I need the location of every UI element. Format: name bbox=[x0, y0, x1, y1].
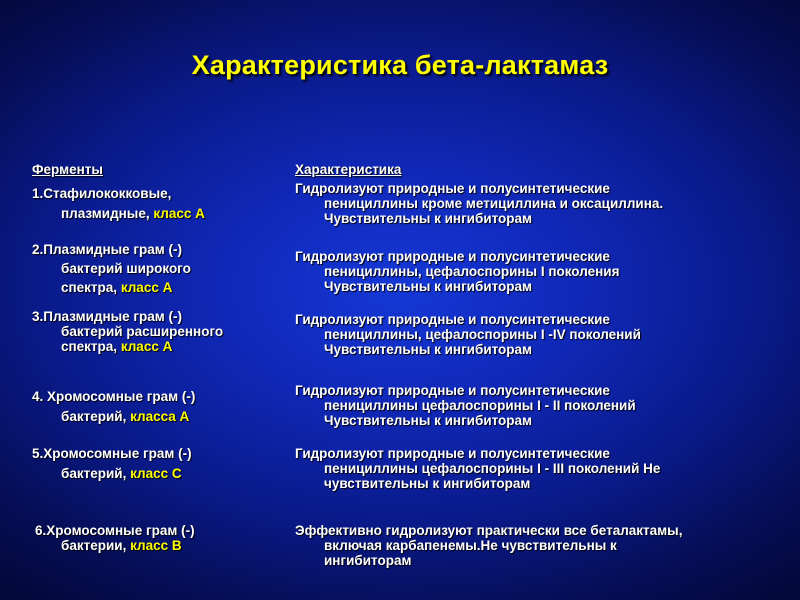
characteristic-line: Гидролизуют природные и полусинтетические bbox=[295, 312, 610, 327]
characteristic-line: чувствительны к ингибиторам bbox=[324, 476, 531, 491]
enzyme-name-line: 2.Плазмидные грам (-) bbox=[32, 242, 182, 257]
enzyme-detail-line bbox=[32, 204, 205, 224]
enzyme-class-label: класс А bbox=[153, 206, 205, 221]
enzyme-cell-4 bbox=[32, 387, 195, 427]
enzyme-detail-text: плазмидные, bbox=[61, 206, 150, 221]
enzyme-class-label: класс А bbox=[120, 280, 173, 295]
enzyme-class-label: класс С bbox=[130, 466, 182, 481]
enzyme-cell-3 bbox=[32, 309, 223, 354]
characteristic-cell-5 bbox=[295, 446, 660, 491]
characteristic-line: пенициллины цефалоспорины I - III поколений Не bbox=[324, 461, 661, 476]
enzyme-detail-line bbox=[35, 538, 195, 553]
enzyme-class-label: класса А bbox=[130, 409, 190, 424]
enzyme-name-line: 4. Хромосомные грам (-) bbox=[32, 389, 196, 404]
characteristic-line: включая карбапенемы.Не чувствительны к bbox=[324, 538, 617, 553]
characteristic-line: Чувствительны к ингибиторам bbox=[324, 413, 533, 428]
enzyme-detail-line: бактерий расширенного bbox=[61, 324, 224, 339]
characteristic-line: Чувствительны к ингибиторам bbox=[324, 211, 533, 226]
characteristic-cell-1 bbox=[295, 181, 663, 226]
characteristic-line: Гидролизуют природные и полусинтетические bbox=[295, 383, 610, 398]
enzyme-detail-line: бактерий широкого bbox=[61, 261, 191, 276]
characteristic-cell-6 bbox=[295, 523, 682, 568]
enzyme-cell-2 bbox=[32, 240, 191, 297]
characteristic-line: Чувствительны к ингибиторам bbox=[324, 342, 533, 357]
enzymes-column-header: Ферменты bbox=[32, 162, 103, 177]
enzyme-name-line: 3.Плазмидные грам (-) bbox=[32, 309, 182, 324]
enzyme-detail-text: спектра, bbox=[61, 280, 118, 295]
enzyme-detail-text: спектра, bbox=[61, 339, 118, 354]
characteristic-line: пенициллины, цефалоспорины I -IV поколений bbox=[324, 327, 641, 342]
characteristic-line: Эффективно гидролизуют практически все беталактамы, bbox=[295, 523, 683, 538]
enzyme-detail-text: бактерии, bbox=[61, 538, 127, 553]
enzyme-detail-line bbox=[32, 407, 195, 427]
enzyme-cell-6 bbox=[35, 523, 195, 553]
enzyme-detail-text: бактерий, bbox=[61, 409, 127, 424]
enzyme-detail-line bbox=[32, 339, 223, 354]
characteristic-line: пенициллины кроме метициллина и оксациллина. bbox=[324, 196, 664, 211]
characteristic-cell-3 bbox=[295, 312, 641, 357]
characteristic-line: ингибиторам bbox=[324, 553, 412, 568]
characteristic-line: пенициллины цефалоспорины I - II поколений bbox=[324, 398, 636, 413]
enzyme-cell-1 bbox=[32, 184, 205, 224]
enzyme-name-line: 5.Хромосомные грам (-) bbox=[32, 446, 192, 461]
slide-title: Характеристика бета-лактамаз bbox=[191, 50, 609, 80]
enzyme-detail-text: бактерий, bbox=[61, 466, 127, 481]
enzyme-cell-5 bbox=[32, 444, 192, 484]
characteristic-line: Гидролизуют природные и полусинтетические bbox=[295, 181, 610, 196]
characteristic-cell-4 bbox=[295, 383, 636, 428]
characteristics-column-header: Характеристика bbox=[295, 162, 402, 177]
characteristic-line: Чувствительны к ингибиторам bbox=[324, 279, 533, 294]
characteristic-cell-2 bbox=[295, 249, 619, 294]
characteristic-line: Гидролизуют природные и полусинтетические bbox=[295, 446, 610, 461]
characteristic-line: пенициллины, цефалоспорины I поколения bbox=[324, 264, 620, 279]
enzyme-name-line: 6.Хромосомные грам (-) bbox=[35, 523, 195, 538]
enzyme-class-label: класс А bbox=[120, 339, 173, 354]
characteristic-line: Гидролизуют природные и полусинтетические bbox=[295, 249, 610, 264]
enzyme-detail-line bbox=[32, 278, 191, 297]
enzyme-detail-line bbox=[32, 464, 192, 484]
enzyme-class-label: класс В bbox=[130, 538, 182, 553]
enzyme-name-line: 1.Стафилококковые, bbox=[32, 186, 172, 201]
